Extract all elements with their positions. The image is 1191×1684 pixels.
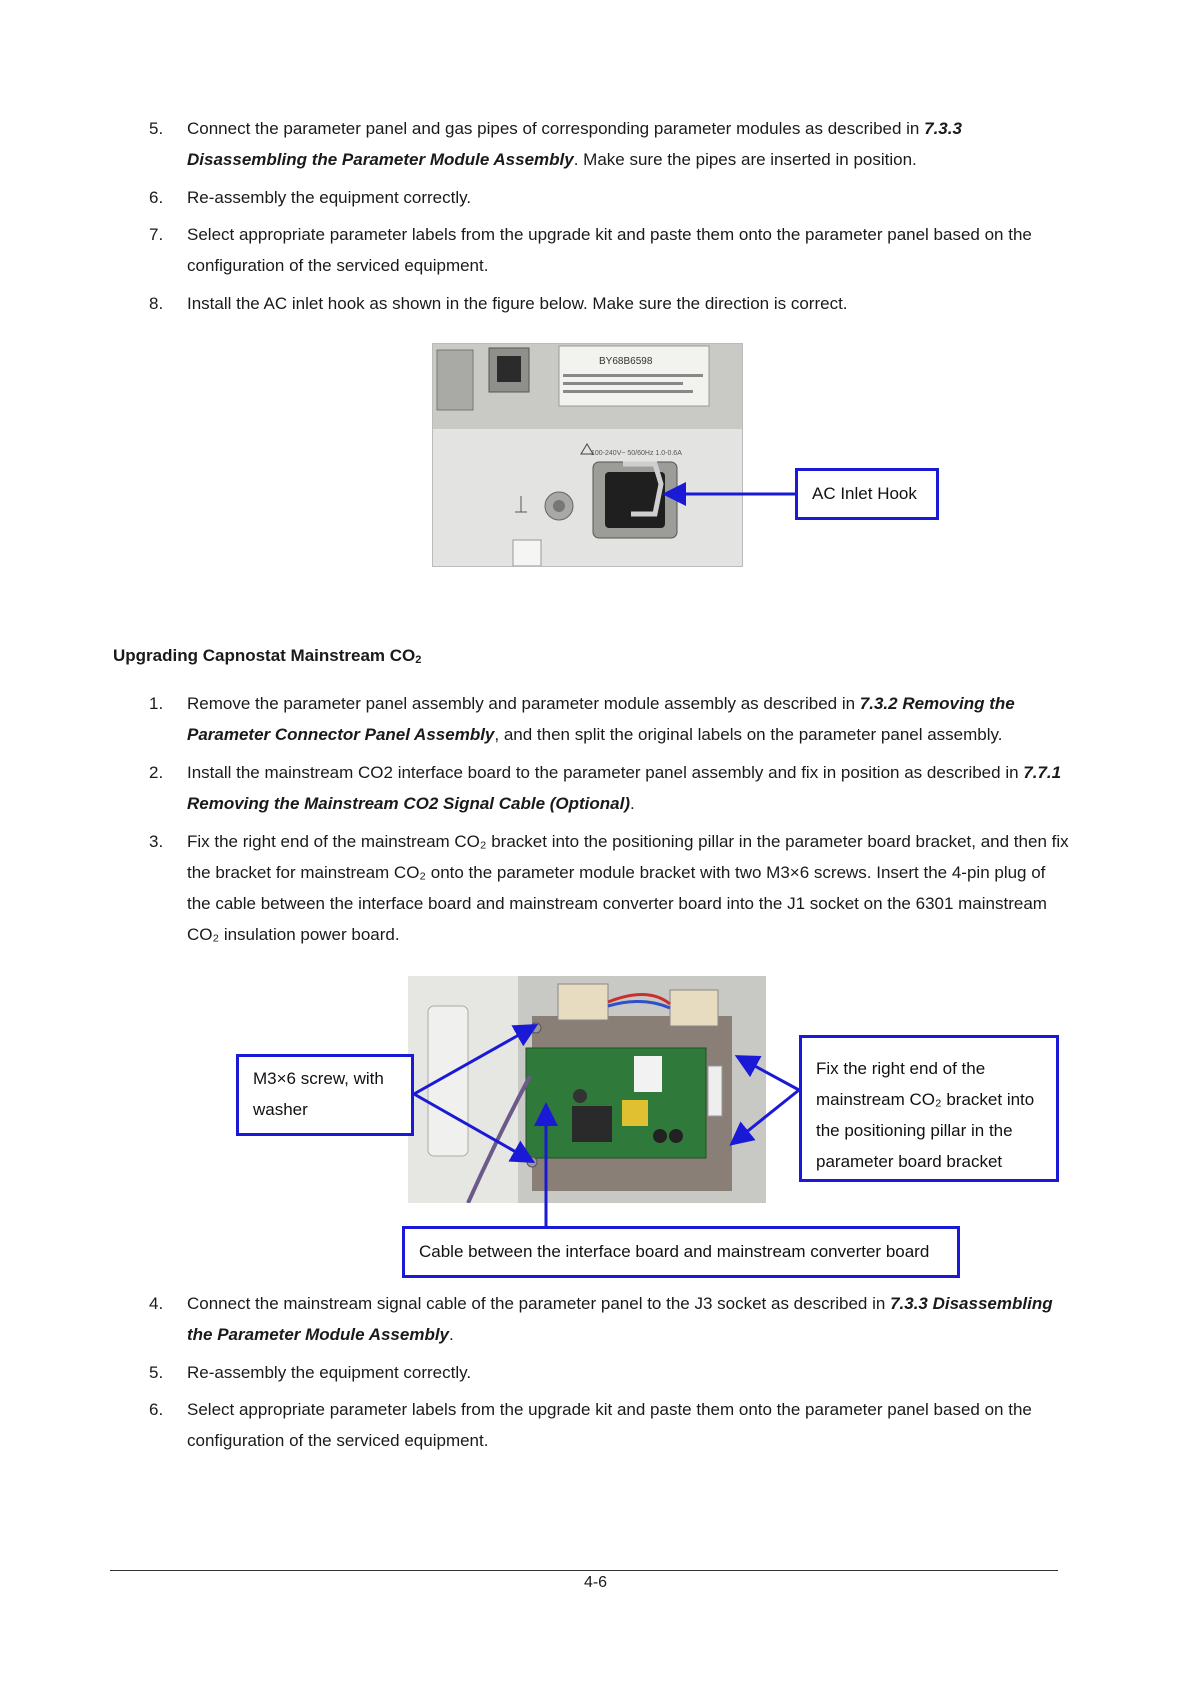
callout-text: Cable between the interface board and mainstream converter board [419, 1242, 930, 1261]
step-number: 4. [149, 1294, 164, 1313]
step-item [149, 1394, 1069, 1456]
step-item [149, 219, 1069, 281]
cable-callout [402, 1226, 960, 1278]
step-item [149, 688, 1069, 750]
step-text-run: . [449, 1325, 454, 1344]
screw-callout [236, 1054, 414, 1136]
step-number: 8. [149, 294, 164, 313]
step-item [149, 1357, 1069, 1388]
section-reference: 7.3.3 Disassembling the Parameter Module Assembly [187, 1294, 1053, 1344]
step-item [149, 113, 1069, 175]
ac-inlet-illustration [433, 344, 742, 566]
step-item [149, 288, 1069, 319]
section-heading [113, 646, 421, 666]
step-number: 1. [149, 694, 164, 713]
step-text [187, 113, 1069, 175]
step-text-run: Select appropriate parameter labels from the upgrade kit and paste them onto the parameter panel based on the configuration of the serviced equipment. [187, 1400, 1032, 1450]
step-number: 6. [149, 188, 164, 207]
step-text [187, 1288, 1069, 1350]
step-item [149, 182, 1069, 213]
section-reference: 7.7.1 Removing the Mainstream CO2 Signal Cable (Optional) [187, 763, 1062, 813]
step-text-run: Connect the mainstream signal cable of the parameter panel to the J3 socket as described in [187, 1294, 891, 1313]
step-item [149, 826, 1069, 950]
section-heading-subscript: 2 [415, 654, 422, 666]
step-number: 6. [149, 1400, 164, 1419]
ac-inlet-photo [432, 343, 743, 567]
step-text-run: Select appropriate parameter labels from the upgrade kit and paste them onto the parameter panel based on the configuration of the serviced equipment. [187, 225, 1032, 275]
step-number: 7. [149, 225, 164, 244]
step-number: 5. [149, 1363, 164, 1382]
step-text [187, 826, 1069, 950]
section-reference: 7.3.2 Removing the Parameter Connector Panel Assembly [187, 694, 1015, 744]
step-text [187, 1394, 1069, 1456]
step-text-run: Remove the parameter panel assembly and parameter module assembly as described in [187, 694, 860, 713]
step-text-run: Install the AC inlet hook as shown in the figure below. Make sure the direction is correct. [187, 294, 848, 313]
label-voltage: 100-240V~ 50/60Hz 1.0-0.6A [591, 450, 682, 457]
step-text-run: Re-assembly the equipment correctly. [187, 1363, 472, 1382]
step-text [187, 219, 1069, 281]
step-number: 2. [149, 763, 164, 782]
label-code: BY68B6598 [599, 356, 653, 367]
step-text-run: Re-assembly the equipment correctly. [187, 188, 472, 207]
step-text [187, 688, 1069, 750]
pcb-illustration [408, 976, 766, 1203]
section-reference: 7.3.3 Disassembling the Parameter Module Assembly [187, 119, 962, 169]
step-text-run: . [630, 794, 635, 813]
footer-rule [110, 1570, 1058, 1571]
step-item [149, 1288, 1069, 1350]
mainstream-board-photo [408, 976, 766, 1203]
step-text [187, 182, 1069, 213]
callout-text: Fix the right end of the mainstream CO₂ bracket into the positioning pillar in the parameter board bracket [816, 1059, 1035, 1171]
callout-text: M3×6 screw, with washer [253, 1069, 384, 1119]
step-text [187, 757, 1069, 819]
step-text-run: . Make sure the pipes are inserted in position. [573, 150, 917, 169]
ac-inlet-hook-callout [795, 468, 939, 520]
page-number: 4-6 [583, 1574, 608, 1591]
step-text-run: Fix the right end of the mainstream CO₂ bracket into the positioning pillar in the parameter board bracket, and then fix the bracket for mainstream CO₂ onto the parameter module bracket with two M3×6 screws. Insert the 4-pin plug of the cable between the interface board and mainstream converter board into the J1 socket on the 6301 mainstream CO₂ insulation power board. [187, 832, 1069, 944]
callout-text: AC Inlet Hook [812, 484, 917, 503]
step-number: 3. [149, 832, 164, 851]
bracket-callout [799, 1035, 1059, 1182]
step-text [187, 288, 1069, 319]
step-text [187, 1357, 1069, 1388]
step-item [149, 757, 1069, 819]
step-text-run: Connect the parameter panel and gas pipes of corresponding parameter modules as described in [187, 119, 925, 138]
step-text-run: Install the mainstream CO2 interface board to the parameter panel assembly and fix in position as described in [187, 763, 1024, 782]
step-number: 5. [149, 119, 164, 138]
section-heading-text: Upgrading Capnostat Mainstream CO [113, 646, 416, 665]
step-text-run: , and then split the original labels on the parameter panel assembly. [494, 725, 1003, 744]
